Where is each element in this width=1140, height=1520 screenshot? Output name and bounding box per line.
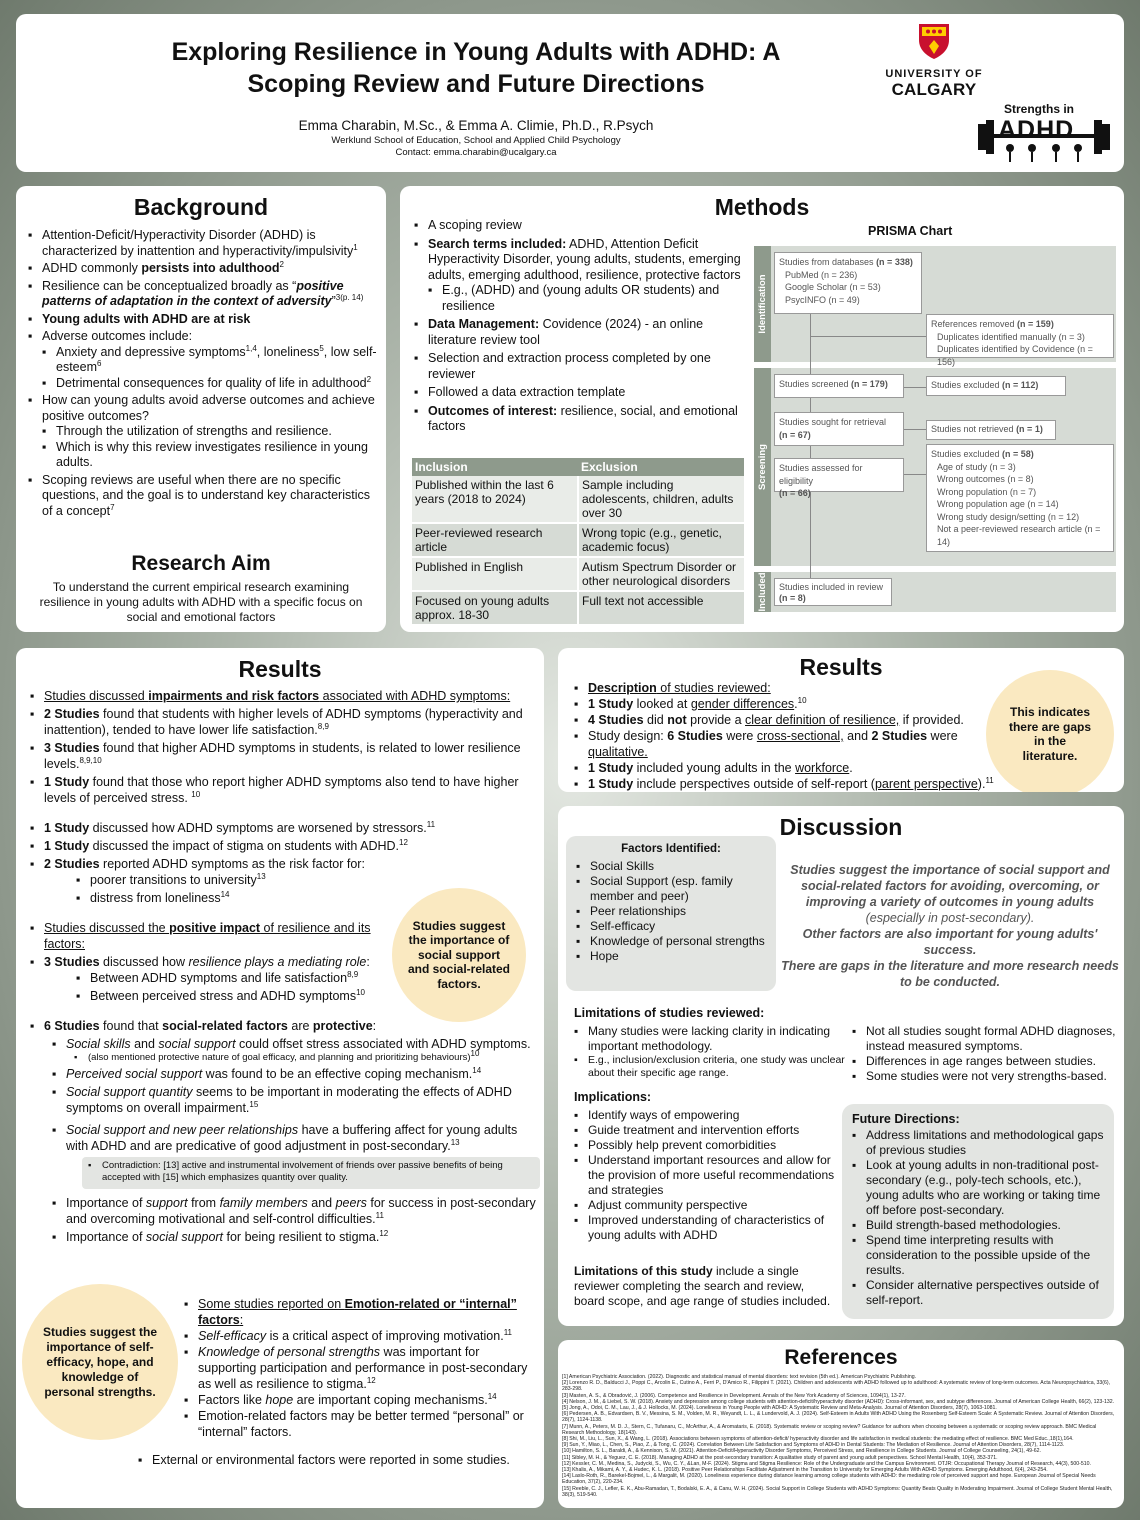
- strengths-in-adhd-logo: Strengths in ADHD: [976, 96, 1116, 168]
- authors: Emma Charabin, M.Sc., & Emma A. Climie, Ph.D., R.Psych: [298, 118, 654, 133]
- prisma-not-retrieved-box: Studies not retrieved (n = 1): [926, 420, 1056, 440]
- list-item: ▪ Adjust community perspective: [574, 1198, 838, 1213]
- description-list: [574, 680, 994, 792]
- discussion-panel: [558, 806, 1124, 1326]
- prisma-databases-box: Studies from databases (n = 338) PubMed (n = 236) Google Scholar (n = 53) PsycINFO (n = 49): [774, 252, 922, 314]
- list-item: ▪ E.g., inclusion/exclusion criteria, one study was unclear about their specific age range.: [574, 1054, 846, 1080]
- list-item: ▪ Guide treatment and intervention efforts: [574, 1123, 838, 1138]
- results-title: Results: [238, 656, 322, 682]
- implications-list: [574, 1108, 838, 1243]
- discussion-title: Discussion: [779, 814, 903, 840]
- list-item: ▪ 2 Studies reported ADHD symptoms as the risk factor for: ▪ poorer transitions to university$^{13}$ ▪ distress from loneliness$^{14}$: [30, 856, 540, 906]
- list-item: ▪ Emotion-related factors may be better termed “personal” or “internal” factors.: [184, 1408, 540, 1440]
- table-row: Published within the last 6 years (2018 to 2024) Sample including adolescents, children, adults over 30: [412, 476, 744, 523]
- implications-title: Implications:: [574, 1090, 652, 1104]
- results-right-panel: [558, 648, 1124, 792]
- list-item: ▪ Knowledge of personal strengths: [576, 934, 766, 949]
- list-item: ▪ ADHD commonly persists into adulthood$^2$: [28, 261, 378, 277]
- background-list: [28, 228, 378, 521]
- prisma-assessed-box: Studies assessed for eligibility (n = 66): [774, 458, 904, 492]
- background-title: Background: [133, 194, 269, 220]
- university-logo: UNIVERSITY OF CALGARY: [874, 22, 994, 97]
- inclusion-header: Inclusion: [412, 458, 578, 476]
- reference-item: [3] Masten, A. S., & Obradović, J. (2006). Competence and Resilience in Development. Annals of the New York Academy of Sciences, 1094(1), 13-27.: [562, 1392, 906, 1399]
- limitations-right-list: [852, 1024, 1118, 1084]
- table-row: Peer-reviewed research article Wrong topic (e.g., genetic, academic focus): [412, 523, 744, 557]
- list-item: ▪ Improved understanding of characteristics of young adults with ADHD: [574, 1213, 838, 1243]
- list-item: ▪ Social skills and social support could offset stress associated with ADHD symptoms. ▪ (also mentioned protective nature of goal efficacy, and planning and prioritizing behaviours)$^{10}$: [52, 1036, 540, 1064]
- list-item: ▪ Young adults with ADHD are at risk: [28, 312, 378, 328]
- criteria-table: [412, 458, 744, 626]
- list-item: ▪ External or environmental factors were reported in some studies.: [138, 1452, 538, 1468]
- self-efficacy-callout: Studies suggest the importance of self-efficacy, hope, and knowledge of personal strengths.: [22, 1284, 178, 1440]
- list-item: ▪ 1 Study looked at gender differences.$^{10}$: [574, 696, 994, 712]
- list-item: ▪ 1 Study discussed how ADHD symptoms are worsened by stressors.$^{11}$: [30, 820, 540, 836]
- list-item: ▪ 3 Studies discussed how resilience plays a mediating role: ▪ Between ADHD symptoms and life satisfaction$^{8,9}$ ▪ Between perceived stress and ADHD symptoms$^{10}$: [30, 954, 540, 1004]
- list-item: ▪ 1 Study included young adults in the workforce.: [574, 760, 994, 776]
- list-item: ▪ Description of studies reviewed:: [574, 680, 994, 696]
- list-item: ▪ Some studies were not very strengths-based.: [852, 1069, 1118, 1084]
- prisma-included-box: Studies included in review (n = 8): [774, 578, 892, 606]
- list-item: ▪ Studies discussed the positive impact of resilience and its factors:: [30, 920, 380, 952]
- list-item: ▪ Social support quantity seems to be important in moderating the effects of ADHD symptoms on overall impairment.$^{15}$: [52, 1084, 540, 1116]
- list-item: ▪ Spend time interpreting results with consideration to the possible upside of the results.: [852, 1233, 1104, 1278]
- reference-item: [13] Khalis, A., Mikami, A. Y., & Hudec, K. L. (2018). Positive Peer Relationships Facilitate Adjustment in the Transition to University for Emerging Adults With ADHD Symptoms. Emerging Adulthood, 6(4), 243-254.: [562, 1467, 1048, 1474]
- crest-icon: [917, 22, 951, 60]
- reference-item: [11] Sibley, M. H., & Yeguez, C. E. (2018). Managing ADHD at the post-secondary transition: A qualitative study of parent and young adult perspectives. School Mental Health, 10(4), 353-371.: [562, 1454, 998, 1461]
- prisma-chart: [754, 246, 1116, 614]
- list-item: ▪ Search terms included: ADHD, Attention Deficit Hyperactivity Disorder, young adults, students, emerging adults, emerging adulthood, resilience, protective factors ▪ E.g., (ADHD) and (young adults OR students) and resilience: [414, 237, 752, 315]
- list-item: ▪ Consider alternative perspectives outside of self-report.: [852, 1278, 1104, 1308]
- list-item: ▪ Through the utilization of strengths and resilience.: [42, 424, 378, 440]
- table-row: Published in English Autism Spectrum Disorder or other neurological disorders: [412, 557, 744, 591]
- reference-item: [5] Jong, A., Odoi, C. M., Lau, J., & J. Hollocks, M. (2024). Loneliness in Young People with ADHD: A Systematic Review and Meta-Analysis. Journal of Attention Disorders, 28(7), 1063-1081.: [562, 1405, 997, 1412]
- prisma-excluded-eligibility-box: Studies excluded (n = 58) Age of study (n = 3) Wrong outcomes (n = 8) Wrong population (n = 7) Wrong population age (n = 14) Wrong study design/setting (n = 12) Not a peer-reviewed research article (n = 14): [926, 444, 1114, 552]
- list-item: ▪ 2 Studies found that students with higher levels of ADHD symptoms (hyperactivity and inattention), tended to have lower life satisfaction.$^{8,9}$: [30, 706, 540, 738]
- external-factors-list: [138, 1452, 538, 1468]
- list-item: ▪ Self-efficacy: [576, 919, 766, 934]
- list-item: ▪ E.g., (ADHD) and (young adults OR students) and resilience: [428, 283, 752, 314]
- prisma-sought-box: Studies sought for retrieval (n = 67): [774, 412, 904, 446]
- methods-title: Methods: [714, 194, 810, 220]
- gaps-callout: This indicates there are gaps in the literature.: [986, 670, 1114, 792]
- list-item: ▪ 4 Studies did not provide a clear definition of resilience, if provided.: [574, 712, 994, 728]
- list-item: ▪ Data Management: Covidence (2024) - an online literature review tool: [414, 317, 752, 348]
- list-item: ▪ Address limitations and methodological gaps of previous studies: [852, 1128, 1104, 1158]
- research-aim-text: To understand the current empirical research examining resilience in young adults with ADHD with a specific focus on social and emotional factors: [39, 580, 363, 624]
- reference-item: [14] Laslo-Roth, R., Barekel-Bojmel, L., & Margalit, M. (2020). Loneliness experience during distance learning among college students with ADHD: the mediating role of perceived support and hope. European Journal of Special Needs Education, 37(2), 220-234.: [562, 1473, 1096, 1486]
- reference-item: [1] American Psychiatric Association. (2022). Diagnostic and statistical manual of mental disorders: text revision (5th ed.). American Psychiatric Publishing.: [562, 1374, 917, 1380]
- list-item: ▪ Many studies were lacking clarity in indicating important methodology.: [574, 1024, 846, 1054]
- list-item: ▪ Studies discussed impairments and risk factors associated with ADHD symptoms:: [30, 688, 540, 704]
- methods-list: [414, 218, 752, 438]
- list-item: ▪ Detrimental consequences for quality of life in adulthood$^2$: [42, 376, 378, 392]
- internal-factors-list: [184, 1296, 540, 1440]
- list-item: ▪ Not all studies sought formal ADHD diagnoses, instead measured symptoms.: [852, 1024, 1118, 1054]
- social-support-callout: Studies suggest the importance of social support and social-related factors.: [392, 888, 526, 1022]
- reference-item: [4] Nelson, J. M., & Liebel, S. W. (2018). Anxiety and depression among college students with attention-deficit/hyperactivity disorder (ADHD): Cross-informant, sex, and subtype differences. Journal of American College Health, 66(2), 123-132.: [562, 1398, 1115, 1405]
- references-panel: [558, 1340, 1124, 1508]
- limitations-left-list: [574, 1024, 846, 1080]
- results-left-panel: [16, 648, 544, 1508]
- list-item: ▪ How can young adults avoid adverse outcomes and achieve positive outcomes? ▪ Through the utilization of strengths and resilience. ▪ Which is why this review investigates resilience in young adults.: [28, 393, 378, 471]
- prisma-removed-box: References removed (n = 159) Duplicates identified manually (n = 3) Duplicates identified by Covidence (n = 156): [926, 314, 1114, 358]
- prisma-title: PRISMA Chart: [868, 224, 953, 238]
- reference-item: [7] Munn, A., Peters, M. D. J., Stern, C., Tufanaru, C., McArthur, A., & Aromataris, E. (2018). Systematic review or scoping review? Guidance for authors when choosing between a systematic or scoping review approach. BMC Medical Research Methodology, 18(143).: [562, 1423, 1097, 1436]
- results-right-title: Results: [799, 654, 883, 680]
- list-item: ▪ Hope: [576, 949, 766, 964]
- list-item: ▪ Scoping reviews are useful when there are no specific questions, and the goal is to understand key characteristics of a concept$^7$: [28, 473, 378, 520]
- list-item: ▪ Differences in age ranges between studies.: [852, 1054, 1118, 1069]
- reference-item: [15] Reeble, C. J., Lefler, E. K., Abu-Ramadan, T., Bodalski, E. A., & Canu, W. H. (2024). Social Support in College Students with ADHD Symptoms: Quantity Beats Quality in Moderating Impairment. Journal of College Student Mental Health, 38(3), 519-540.: [562, 1485, 1113, 1498]
- list-item: ▪ Importance of social support for being resilient to stigma.$^{12}$: [52, 1229, 540, 1245]
- list-item: ▪ Knowledge of personal strengths was important for supporting participation and performance in post-secondary as well as resilience to stigma.$^{12}$: [184, 1344, 540, 1392]
- prisma-excluded-box: Studies excluded (n = 112): [926, 376, 1066, 396]
- reference-item: [12] Kessler, C. M., Medina, S., Judycki, S., Wu, C. Y., &Lan, M-F. (2024). Stigma and Stigma Resilience: Role of the Undergraduate and the Campus Environment. OTJR: Occupational Therapy Journal of Research, 44(3), 500-510.: [562, 1460, 1091, 1467]
- list-item: ▪ Perceived social support was found to be an effective coping mechanism.$^{14}$: [52, 1066, 540, 1082]
- reference-item: [10] Hamilton, S. L., Baraldi, A., & Kennison, S. M. (2021). Attention-Deficit/Hyperactivity Disorder Symptoms, Perceived Stress, and Resilience in College Students. Journal of College Counseling, 24(1), 49-62.: [562, 1448, 1041, 1455]
- list-item: ▪ Look at young adults in non-traditional post-secondary (e.g., poly-tech schools, etc.), young adults who are working or taking time off before post-secondary.: [852, 1158, 1104, 1218]
- list-item: ▪ (also mentioned protective nature of goal efficacy, and planning and prioritizing behaviours)$^{10}$: [74, 1052, 540, 1064]
- reference-item: [9] Sun, Y., Miao, L., Chen, S., Piao, Z., & Tong, C. (2024). Correlation Between Life Satisfaction and Symptoms of ADHD in Dental Students: The Mediation of Resilience. Journal of Attention Disorders, 28(7), 1114-1123.: [562, 1442, 1065, 1449]
- factors-box: Factors Identified: ▪ Social Skills ▪ Social Support (esp. family member and peer) ▪ Peer relationships ▪ Self-efficacy ▪ Knowledge of personal strengths ▪ Hope: [566, 836, 776, 991]
- reference-list: [562, 1374, 1118, 1498]
- background-panel: [16, 186, 386, 632]
- list-item: ▪ Study design: 6 Studies were cross-sectional, and 2 Studies were qualitative.: [574, 728, 994, 760]
- reference-item: [2] Lorenzo R. D., Balducci J., Poppi C., Arcolin E., Cutino A., Ferri P., D'Amico R., Filippini T. (2021). Children and adolescents with ADHD followed up to adulthood: A systematic review of long-term outcomes. Acta Neuropsychiatrica, 33(6), 283-298.: [562, 1380, 1111, 1393]
- list-item: ▪ Adverse outcomes include: ▪ Anxiety and depressive symptoms$^{1,4}$, loneliness$^5$, low self-esteem$^6$ ▪ Detrimental consequences for quality of life in adulthood$^2$: [28, 329, 378, 391]
- list-item: ▪ Outcomes of interest: resilience, social, and emotional factors: [414, 404, 752, 435]
- list-item: ▪ Some studies reported on Emotion-related or “internal” factors:: [184, 1296, 540, 1328]
- list-item: ▪ Importance of support from family members and peers for success in post-secondary and overcoming motivational and self-control difficulties.$^{11}$: [52, 1195, 540, 1227]
- poster-title: Exploring Resilience in Young Adults with ADHD: A Scoping Review and Future Directions: [171, 38, 781, 98]
- methods-panel: [400, 186, 1124, 632]
- future-directions-title: Future Directions:: [852, 1112, 960, 1126]
- list-item: ▪ 1 Study discussed the impact of stigma on students with ADHD.$^{12}$: [30, 838, 540, 854]
- list-item: ▪ Self-efficacy is a critical aspect of improving motivation.$^{11}$: [184, 1328, 540, 1344]
- list-item: ▪ Social Support (esp. family member and peer): [576, 874, 766, 904]
- list-item: ▪ 1 Study include perspectives outside of self-report (parent perspective).$^{11}$: [574, 776, 994, 792]
- study-limitations: Limitations of this study include a single reviewer completing the search and review, board scope, and age range of studies included.: [574, 1264, 831, 1308]
- research-aim-title: Research Aim: [131, 552, 271, 575]
- list-item: ▪ Social support and new peer relationships have a buffering affect for young adults with ADHD and are predicative of good adjustment in post-secondary.$^{13}$: [52, 1122, 540, 1154]
- list-item: ▪ Understand important resources and allow for the provision of more useful recommendations and strategies: [574, 1153, 838, 1198]
- list-item: ▪ distress from loneliness$^{14}$: [76, 890, 540, 906]
- list-item: ▪ Which is why this review investigates resilience in young adults.: [42, 440, 378, 471]
- list-item: ▪ 3 Studies found that higher ADHD symptoms in students, is related to lower resilience levels.$^{8,9,10}$: [30, 740, 540, 772]
- discussion-summary: Studies suggest the importance of social support and social-related factors for avoiding, overcoming, or improving a variety of outcomes in young adults (especially in post-secondary). Other factors are also important for young adults' success. There are gaps in the literature and more research needs to be conducted.: [781, 863, 1119, 989]
- identification-label: Identification: [756, 274, 768, 334]
- list-item: ▪ 6 Studies found that social-related factors are protective: ▪ Social skills and social support could offset stress associated with ADHD symptoms. ▪ (also mentioned protective nature of goal efficacy, and planning and prioritizing behaviours)$^{10}$ ▪ Perceived social support was found to be an effective coping mechanism.$^{14}$ ▪ Social support quantity seems to be important in moderating the effects of ADHD symptoms on overall impairment.$^{15}$ ▪ Social support and new peer relationships have a buffering affect for young adults with ADHD and are predicative of good adjustment in post-secondary.$^{13}$ ▪ Contradiction: [13] active and instrumental involvement of friends over passive benefits of being accepted with [15] which emphasizes quantity over quality. ▪ Importance of support from family members and peers for success in post-secondary and overcoming motivational and self-control difficulties.$^{11}$ ▪ Importance of social support for being resilient to stigma.$^{12}$: [30, 1018, 540, 1245]
- screening-label: Screening: [756, 444, 768, 490]
- list-item: ▪ Between ADHD symptoms and life satisfaction$^{8,9}$: [76, 970, 540, 986]
- list-item: ▪ Between perceived stress and ADHD symptoms$^{10}$: [76, 988, 540, 1004]
- list-item: ▪ Build strength-based methodologies.: [852, 1218, 1104, 1233]
- reference-item: [8] Shi, M., Liu, L., Sun, X., & Wang, L. (2018). Associations between symptoms of attention-deficit/ hyperactivity disorder and life satisfaction in medical students: the mediating effect of resilience. BMC Med Educ.,18(1),164.: [562, 1436, 1074, 1443]
- list-item: ▪ poorer transitions to university$^{13}$: [76, 872, 540, 888]
- header-panel: [16, 14, 1124, 172]
- list-item: ▪ Resilience can be conceptualized broadly as “positive patterns of adaptation in the context of adversity”$^{3(p. 14)}$: [28, 279, 378, 310]
- table-row: Focused on young adults approx. 18-30 Full text not accessible: [412, 591, 744, 625]
- list-item: ▪ A scoping review: [414, 218, 752, 234]
- list-item: ▪ 1 Study found that those who report higher ADHD symptoms also tend to have higher levels of perceived stress. $^{10}$: [30, 774, 540, 806]
- list-item: ▪ Social Skills: [576, 859, 766, 874]
- prisma-screened-box: Studies screened (n = 179): [774, 374, 904, 398]
- limitations-title: Limitations of studies reviewed:: [574, 1006, 765, 1020]
- contact: Contact: emma.charabin@ucalgary.ca: [395, 147, 557, 158]
- list-item: ▪ Factors like hope are important coping mechanisms.$^{14}$: [184, 1392, 540, 1408]
- list-item: ▪ Identify ways of empowering: [574, 1108, 838, 1123]
- future-directions-box: [842, 1104, 1114, 1319]
- list-item: ▪ Possibly help prevent comorbidities: [574, 1138, 838, 1153]
- list-item: ▪ Peer relationships: [576, 904, 766, 919]
- included-label: Included: [756, 572, 768, 612]
- list-item: ▪ Followed a data extraction template: [414, 385, 752, 401]
- affiliation: Werklund School of Education, School and Applied Child Psychology: [331, 135, 621, 146]
- list-item: ▪ Selection and extraction process completed by one reviewer: [414, 351, 752, 382]
- list-item: ▪ Anxiety and depressive symptoms$^{1,4}$, loneliness$^5$, low self-esteem$^6$: [42, 345, 378, 376]
- exclusion-header: Exclusion: [578, 458, 744, 476]
- references-title: References: [784, 1346, 898, 1369]
- contradiction-note: ▪ Contradiction: [13] active and instrumental involvement of friends over passive benefits of being accepted with [15] which emphasizes quantity over quality.: [82, 1157, 540, 1189]
- list-item: ▪ Attention-Deficit/Hyperactivity Disorder (ADHD) is characterized by inattention and hyperactivity/impulsivity$^1$: [28, 228, 378, 259]
- reference-item: [6] Pedersen, A. B., Edvardsen, B. V., Messina, S. M., Volden, M. R., Weyandt, L. L., & Lundervold, A. J. (2024). Self-Esteem in Adults With ADHD Using the Rosenberg Self-Esteem Scale: A Systematic Review. Journal of Attention Disorders, 28(7), 1124-1138.: [562, 1411, 1115, 1424]
